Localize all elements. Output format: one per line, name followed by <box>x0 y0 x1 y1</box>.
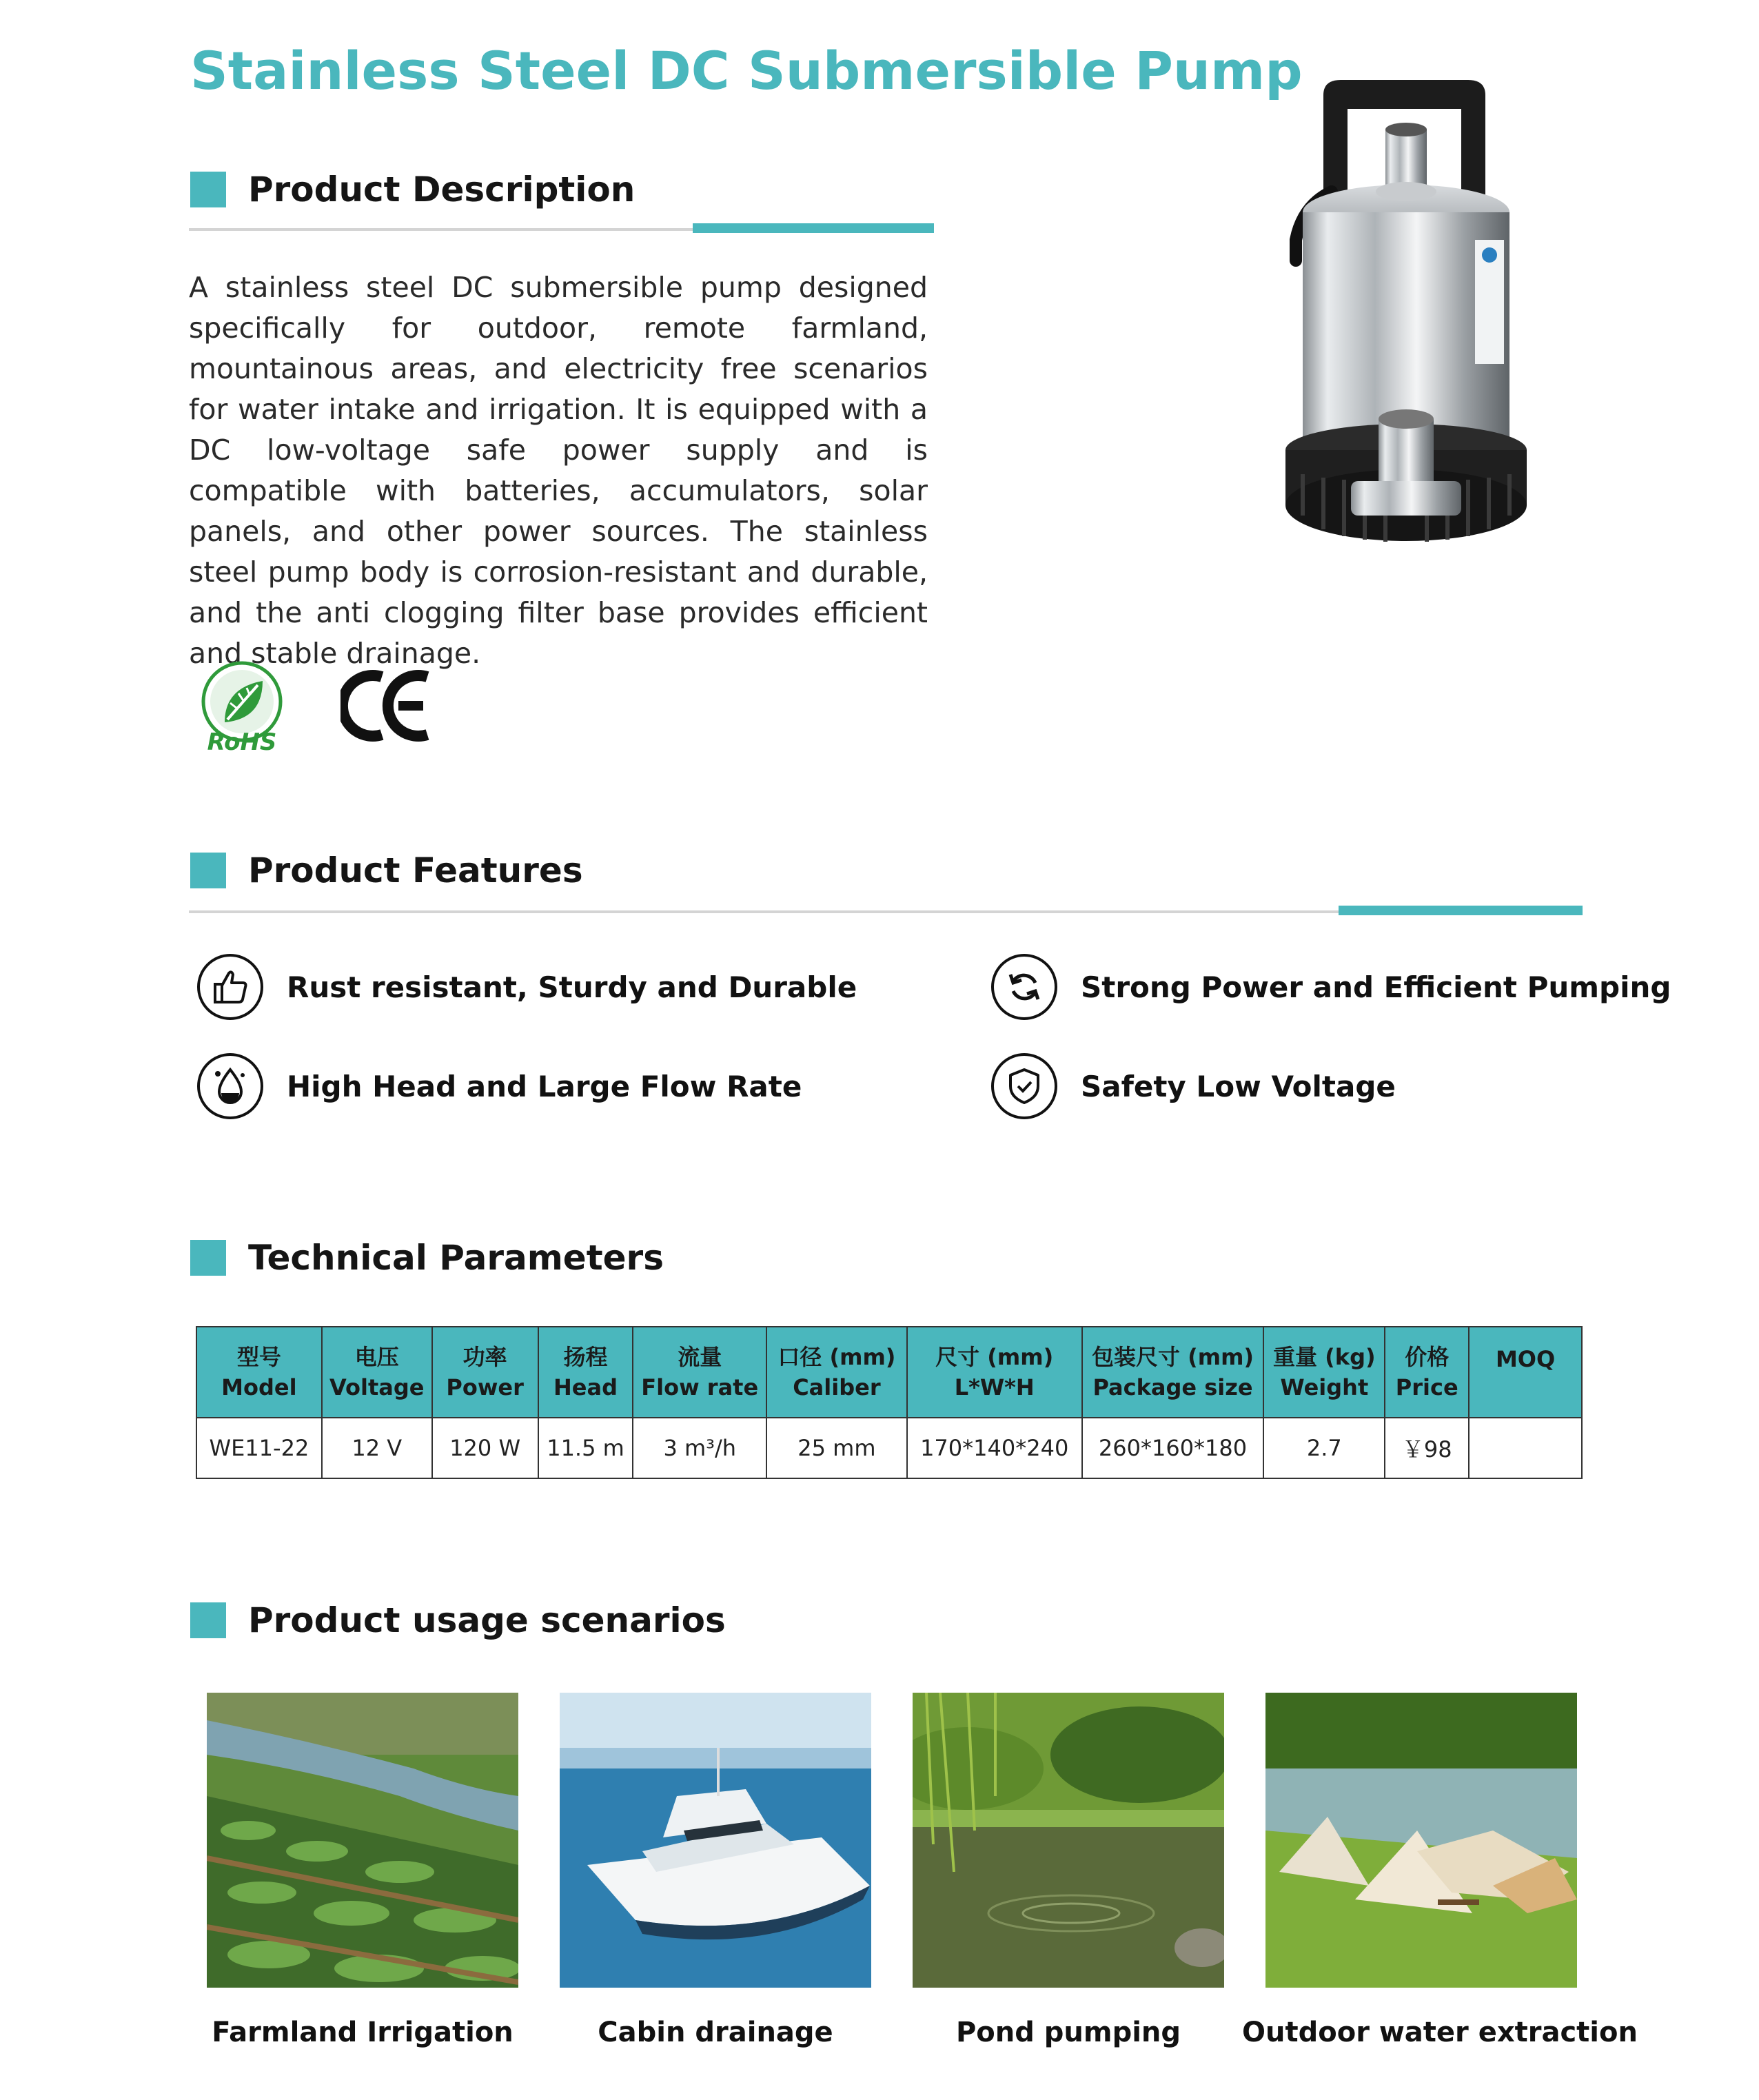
cell-caliber: 25 mm <box>766 1418 907 1478</box>
pump-product-image <box>1275 74 1537 557</box>
cell-flow-rate: 3 m³/h <box>633 1418 766 1478</box>
column-header-caliber: 口径 (mm) Caliber <box>766 1327 907 1418</box>
rohs-logo <box>197 660 287 755</box>
refresh-icon <box>991 954 1057 1020</box>
cell-package-size: 260*160*180 <box>1082 1418 1264 1478</box>
outdoor-water-extraction-image <box>1265 1693 1577 1988</box>
column-header-voltage: 电压 Voltage <box>322 1327 432 1418</box>
thumbs-up-icon <box>197 954 263 1020</box>
table-header-row <box>196 1327 1582 1418</box>
column-header-weight: 重量 (kg) Weight <box>1263 1327 1385 1418</box>
pond-pumping-image <box>913 1693 1224 1988</box>
column-header-moq: MOQ <box>1469 1327 1582 1418</box>
section-marker <box>190 1602 226 1638</box>
cell-dimensions: 170*140*240 <box>907 1418 1082 1478</box>
description-section-header <box>190 170 635 210</box>
feature-item <box>991 1053 1396 1119</box>
water-drop-icon <box>197 1053 263 1119</box>
description-divider-accent <box>693 223 934 233</box>
shield-check-icon <box>991 1053 1057 1119</box>
scenario-label: Outdoor water extraction <box>1242 2017 1638 2048</box>
feature-item <box>197 954 857 1020</box>
column-header-package-size: 包装尺寸 (mm) Package size <box>1082 1327 1264 1418</box>
feature-label: Safety Low Voltage <box>1081 1069 1396 1103</box>
section-marker <box>190 172 226 207</box>
cell-voltage: 12 V <box>322 1418 432 1478</box>
scenario-label: Cabin drainage <box>598 2017 833 2048</box>
features-heading: Product Features <box>248 850 583 890</box>
farmland-irrigation-image <box>207 1693 518 1988</box>
parameters-heading: Technical Parameters <box>248 1238 664 1278</box>
cell-model: WE11-22 <box>196 1418 322 1478</box>
section-marker <box>190 853 226 888</box>
section-marker <box>190 1240 226 1276</box>
cell-weight: 2.7 <box>1263 1418 1385 1478</box>
description-text: A stainless steel DC submersible pump designed specifically for outdoor, remote farmland, mountainous areas, and electricity free scenarios for water intake and irrigation. It is equipped with a DC low-voltage safe power supply and is compatible with batteries, accumulators, solar panels, and other power sources. The stainless steel pump body is corrosion-resistant and durable, and the anti clogging filter base provides efficient and stable drainage. <box>189 271 928 670</box>
column-header-model: 型号 Model <box>196 1327 322 1418</box>
scenarios-heading: Product usage scenarios <box>248 1600 726 1640</box>
column-header-price: 价格 Price <box>1385 1327 1469 1418</box>
feature-label: Strong Power and Efficient Pumping <box>1081 970 1671 1004</box>
features-divider-accent <box>1339 906 1583 915</box>
table-row <box>196 1418 1582 1478</box>
column-header-power: 功率 Power <box>432 1327 538 1418</box>
cell-power: 120 W <box>432 1418 538 1478</box>
scenario-label: Farmland Irrigation <box>212 2017 514 2048</box>
cell-moq <box>1469 1418 1582 1478</box>
scenarios-section-header <box>190 1600 726 1640</box>
column-header-flow-rate: 流量 Flow rate <box>633 1327 766 1418</box>
cell-price: ￥98 <box>1385 1418 1469 1478</box>
feature-item <box>991 954 1671 1020</box>
scenario-label: Pond pumping <box>955 2017 1181 2048</box>
feature-label: Rust resistant, Sturdy and Durable <box>287 970 857 1004</box>
description-heading: Product Description <box>248 170 636 210</box>
cell-head: 11.5 m <box>538 1418 633 1478</box>
page-title: Stainless Steel DC Submersible Pump <box>190 40 1303 101</box>
parameters-section-header <box>190 1238 664 1278</box>
feature-label: High Head and Large Flow Rate <box>287 1069 802 1103</box>
feature-item <box>197 1053 802 1119</box>
cabin-drainage-image <box>560 1693 871 1988</box>
svg-text:RoHS: RoHS <box>207 728 277 755</box>
features-section-header <box>190 850 583 890</box>
ce-mark-logo <box>340 667 433 744</box>
column-header-dimensions: 尺寸 (mm) L*W*H <box>907 1327 1082 1418</box>
parameters-table <box>196 1326 1583 1479</box>
column-header-head: 扬程 Head <box>538 1327 633 1418</box>
